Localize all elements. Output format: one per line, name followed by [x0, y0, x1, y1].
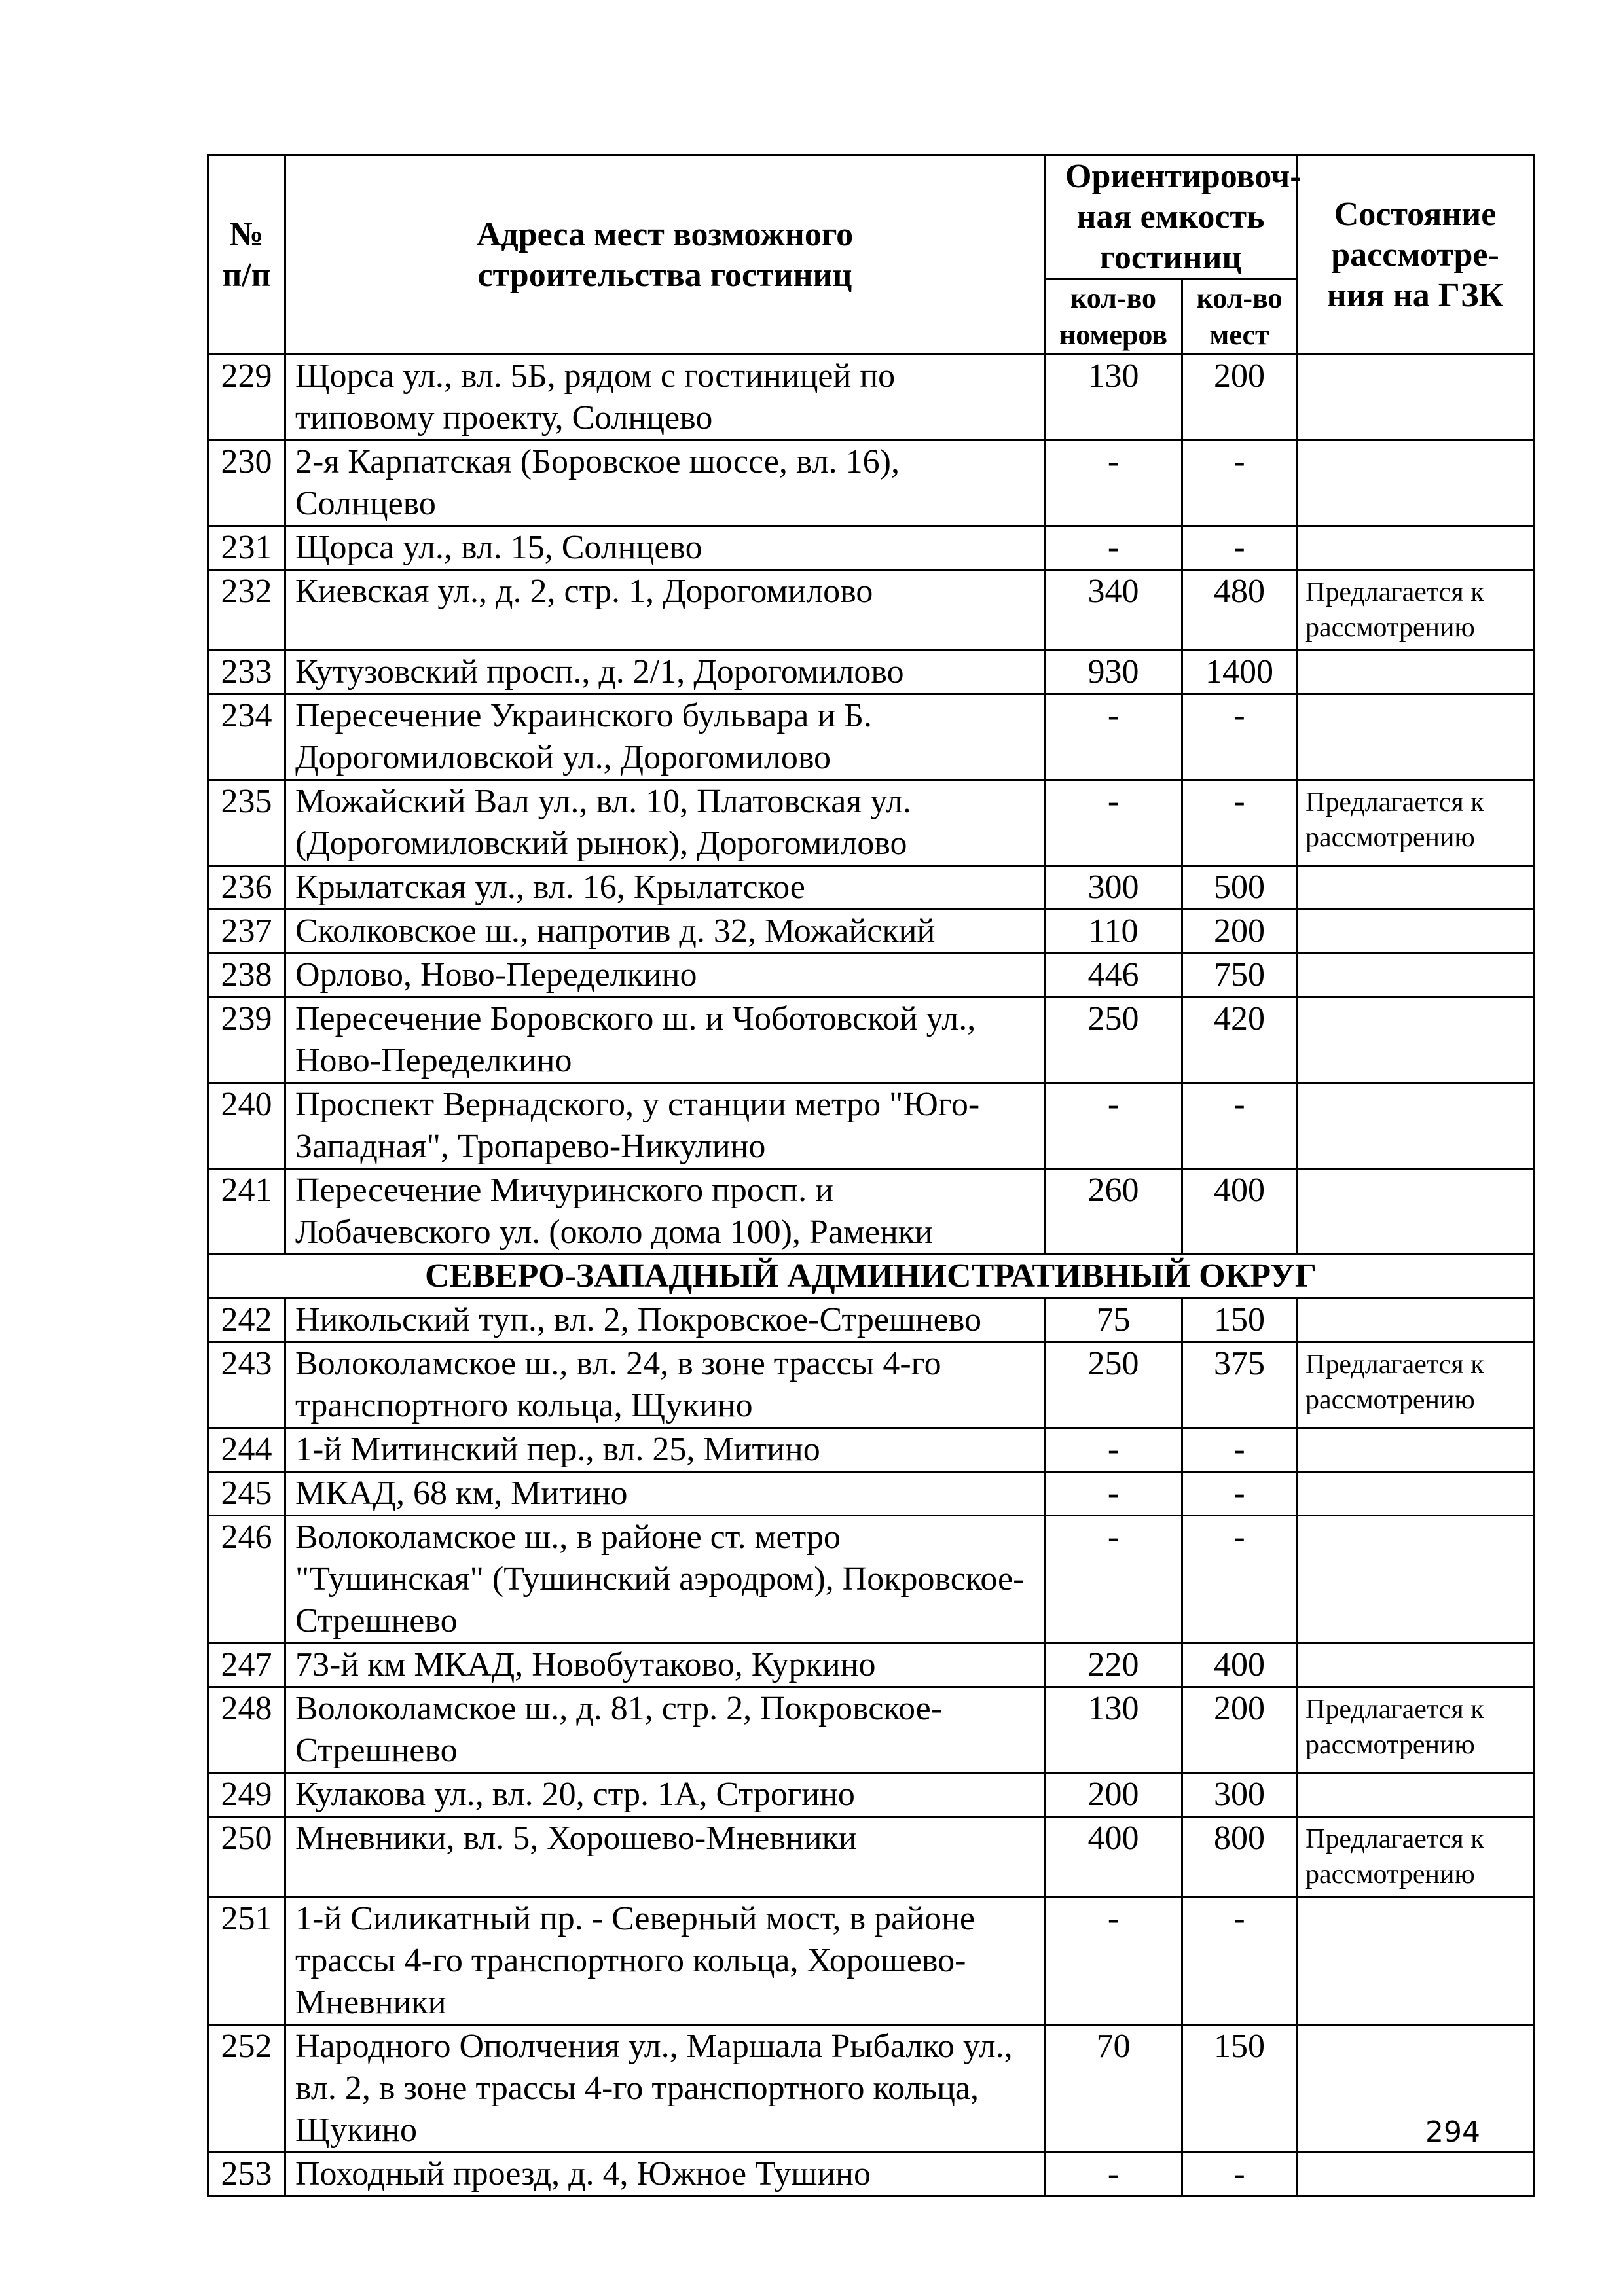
row-rooms: 446 [1045, 954, 1182, 997]
section-title: СЕВЕРО-ЗАПАДНЫЙ АДМИНИСТРАТИВНЫЙ ОКРУГ [208, 1255, 1534, 1299]
row-places: 750 [1182, 954, 1297, 997]
row-address: Кутузовский просп., д. 2/1, Дорогомилово [285, 651, 1045, 694]
row-address: 73-й км МКАД, Новобутаково, Куркино [285, 1643, 1045, 1687]
row-rooms: 220 [1045, 1643, 1182, 1687]
row-rooms: 110 [1045, 910, 1182, 954]
row-rooms: 200 [1045, 1773, 1182, 1817]
row-number: 238 [208, 954, 285, 997]
row-places: 800 [1182, 1817, 1297, 1897]
row-number: 242 [208, 1299, 285, 1342]
row-rooms: - [1045, 2153, 1182, 2197]
table-row [208, 355, 1534, 440]
row-number: 239 [208, 997, 285, 1083]
header-capacity: Ориентировоч-ная емкость гостиниц [1045, 156, 1297, 279]
row-rooms: 70 [1045, 2025, 1182, 2153]
row-address: Волоколамское ш., вл. 24, в зоне трассы 4-го транспортного кольца, Щукино [285, 1342, 1045, 1428]
row-address: Волоколамское ш., д. 81, стр. 2, Покровское-Стрешнево [285, 1687, 1045, 1773]
table-row [208, 2153, 1534, 2197]
row-address: Сколковское ш., напротив д. 32, Можайский [285, 910, 1045, 954]
row-rooms: 130 [1045, 1687, 1182, 1773]
row-places: - [1182, 2153, 1297, 2197]
row-status: Предлагается к рассмотрению [1297, 570, 1534, 651]
row-address: Пересечение Украинского бульвара и Б. Дорогомиловской ул., Дорогомилово [285, 694, 1045, 780]
row-status: Предлагается к рассмотрению [1297, 1817, 1534, 1897]
row-status: Предлагается к рассмотрению [1297, 1687, 1534, 1773]
row-places: - [1182, 1428, 1297, 1472]
row-number: 235 [208, 780, 285, 866]
row-status [1297, 997, 1534, 1083]
header-status: Состояние рассмотре-ния на ГЗК [1297, 156, 1534, 355]
row-status [1297, 1773, 1534, 1817]
header-places: кол-во мест [1182, 279, 1297, 355]
table-row [208, 1516, 1534, 1643]
row-address: Пересечение Боровского ш. и Чоботовской ул., Ново-Переделкино [285, 997, 1045, 1083]
row-places: 150 [1182, 1299, 1297, 1342]
table-row [208, 954, 1534, 997]
row-number: 230 [208, 440, 285, 526]
row-status [1297, 1169, 1534, 1255]
row-address: Волоколамское ш., в районе ст. метро "Тушинская" (Тушинский аэродром), Покровское-Стрешнево [285, 1516, 1045, 1643]
row-number: 251 [208, 1897, 285, 2025]
row-places: - [1182, 780, 1297, 866]
row-places: 480 [1182, 570, 1297, 651]
table-row [208, 570, 1534, 651]
header-row [208, 156, 1534, 279]
row-places: - [1182, 440, 1297, 526]
row-status [1297, 2153, 1534, 2197]
row-rooms: 930 [1045, 651, 1182, 694]
row-rooms: 300 [1045, 866, 1182, 910]
row-status [1297, 440, 1534, 526]
table-row [208, 997, 1534, 1083]
row-rooms: 250 [1045, 997, 1182, 1083]
row-number: 243 [208, 1342, 285, 1428]
row-places: 150 [1182, 2025, 1297, 2153]
row-status [1297, 1897, 1534, 2025]
row-number: 229 [208, 355, 285, 440]
row-address: Орлово, Ново-Переделкино [285, 954, 1045, 997]
row-rooms: - [1045, 694, 1182, 780]
row-status: Предлагается к рассмотрению [1297, 780, 1534, 866]
row-status [1297, 1299, 1534, 1342]
row-address: Кулакова ул., вл. 20, стр. 1А, Строгино [285, 1773, 1045, 1817]
row-address: Можайский Вал ул., вл. 10, Платовская ул. (Дорогомиловский рынок), Дорогомилово [285, 780, 1045, 866]
table-row [208, 526, 1534, 570]
row-places: 1400 [1182, 651, 1297, 694]
row-address: 2-я Карпатская (Боровское шоссе, вл. 16), Солнцево [285, 440, 1045, 526]
row-status [1297, 1516, 1534, 1643]
row-places: 200 [1182, 910, 1297, 954]
row-rooms: 340 [1045, 570, 1182, 651]
row-status [1297, 1083, 1534, 1169]
table-row [208, 1897, 1534, 2025]
row-number: 234 [208, 694, 285, 780]
row-status [1297, 651, 1534, 694]
row-places: - [1182, 1516, 1297, 1643]
table-row [208, 1299, 1534, 1342]
row-places: 200 [1182, 355, 1297, 440]
row-address: 1-й Силикатный пр. - Северный мост, в районе трассы 4-го транспортного кольца, Хорошево-Мневники [285, 1897, 1045, 2025]
row-rooms: - [1045, 1428, 1182, 1472]
row-number: 246 [208, 1516, 285, 1643]
row-status [1297, 954, 1534, 997]
table-row [208, 1169, 1534, 1255]
row-places: 300 [1182, 1773, 1297, 1817]
row-address: Киевская ул., д. 2, стр. 1, Дорогомилово [285, 570, 1045, 651]
row-status [1297, 355, 1534, 440]
row-rooms: - [1045, 526, 1182, 570]
table-row [208, 1083, 1534, 1169]
row-status [1297, 2025, 1534, 2153]
row-status [1297, 1428, 1534, 1472]
row-number: 245 [208, 1472, 285, 1516]
row-address: МКАД, 68 км, Митино [285, 1472, 1045, 1516]
row-number: 232 [208, 570, 285, 651]
row-number: 252 [208, 2025, 285, 2153]
row-rooms: - [1045, 1516, 1182, 1643]
section-row [208, 1255, 1534, 1299]
row-rooms: 250 [1045, 1342, 1182, 1428]
row-number: 250 [208, 1817, 285, 1897]
table-row [208, 866, 1534, 910]
row-address: 1-й Митинский пер., вл. 25, Митино [285, 1428, 1045, 1472]
row-places: - [1182, 1897, 1297, 2025]
row-number: 231 [208, 526, 285, 570]
table-row [208, 780, 1534, 866]
row-number: 237 [208, 910, 285, 954]
row-address: Походный проезд, д. 4, Южное Тушино [285, 2153, 1045, 2197]
row-places: 200 [1182, 1687, 1297, 1773]
row-number: 244 [208, 1428, 285, 1472]
row-status [1297, 910, 1534, 954]
row-places: 400 [1182, 1643, 1297, 1687]
row-number: 236 [208, 866, 285, 910]
row-rooms: - [1045, 1897, 1182, 2025]
table-row [208, 1472, 1534, 1516]
rows-group-northwest [208, 1299, 1534, 2197]
header-num: № п/п [208, 156, 285, 355]
row-rooms: 260 [1045, 1169, 1182, 1255]
table-row [208, 1773, 1534, 1817]
row-address: Мневники, вл. 5, Хорошево-Мневники [285, 1817, 1045, 1897]
row-number: 233 [208, 651, 285, 694]
section-row-group [208, 1255, 1534, 1299]
row-status [1297, 866, 1534, 910]
row-places: - [1182, 694, 1297, 780]
row-address: Народного Ополчения ул., Маршала Рыбалко ул., вл. 2, в зоне трассы 4-го транспортного кольца, Щукино [285, 2025, 1045, 2153]
row-status: Предлагается к рассмотрению [1297, 1342, 1534, 1428]
row-rooms: - [1045, 1472, 1182, 1516]
table-row [208, 2025, 1534, 2153]
row-rooms: 130 [1045, 355, 1182, 440]
row-status [1297, 526, 1534, 570]
row-rooms: - [1045, 440, 1182, 526]
row-rooms: 75 [1045, 1299, 1182, 1342]
table-row [208, 1342, 1534, 1428]
row-number: 241 [208, 1169, 285, 1255]
row-places: - [1182, 526, 1297, 570]
row-address: Щорса ул., вл. 15, Солнцево [285, 526, 1045, 570]
table-row [208, 1817, 1534, 1897]
row-rooms: 400 [1045, 1817, 1182, 1897]
table-row [208, 1643, 1534, 1687]
row-places: - [1182, 1083, 1297, 1169]
table-row [208, 694, 1534, 780]
row-status [1297, 1472, 1534, 1516]
row-status [1297, 1643, 1534, 1687]
table-row [208, 440, 1534, 526]
hotel-sites-table [207, 154, 1535, 2197]
row-number: 253 [208, 2153, 285, 2197]
row-rooms: - [1045, 1083, 1182, 1169]
row-address: Пересечение Мичуринского просп. и Лобачевского ул. (около дома 100), Раменки [285, 1169, 1045, 1255]
rows-group-southwest [208, 355, 1534, 1255]
header-address: Адреса мест возможного строительства гостиниц [285, 156, 1045, 355]
row-places: 400 [1182, 1169, 1297, 1255]
table-row [208, 1687, 1534, 1773]
row-address: Щорса ул., вл. 5Б, рядом с гостиницей по типовому проекту, Солнцево [285, 355, 1045, 440]
row-address: Проспект Вернадского, у станции метро "Юго-Западная", Тропарево-Никулино [285, 1083, 1045, 1169]
row-places: 500 [1182, 866, 1297, 910]
row-number: 248 [208, 1687, 285, 1773]
row-status [1297, 694, 1534, 780]
table-row [208, 651, 1534, 694]
row-address: Крылатская ул., вл. 16, Крылатское [285, 866, 1045, 910]
table-row [208, 1428, 1534, 1472]
page-number: 294 [1425, 2115, 1480, 2149]
row-places: - [1182, 1472, 1297, 1516]
row-places: 420 [1182, 997, 1297, 1083]
table-row [208, 910, 1534, 954]
row-address: Никольский туп., вл. 2, Покровское-Стрешнево [285, 1299, 1045, 1342]
row-places: 375 [1182, 1342, 1297, 1428]
row-rooms: - [1045, 780, 1182, 866]
row-number: 240 [208, 1083, 285, 1169]
header-rooms: кол-во номеров [1045, 279, 1182, 355]
row-number: 247 [208, 1643, 285, 1687]
row-number: 249 [208, 1773, 285, 1817]
